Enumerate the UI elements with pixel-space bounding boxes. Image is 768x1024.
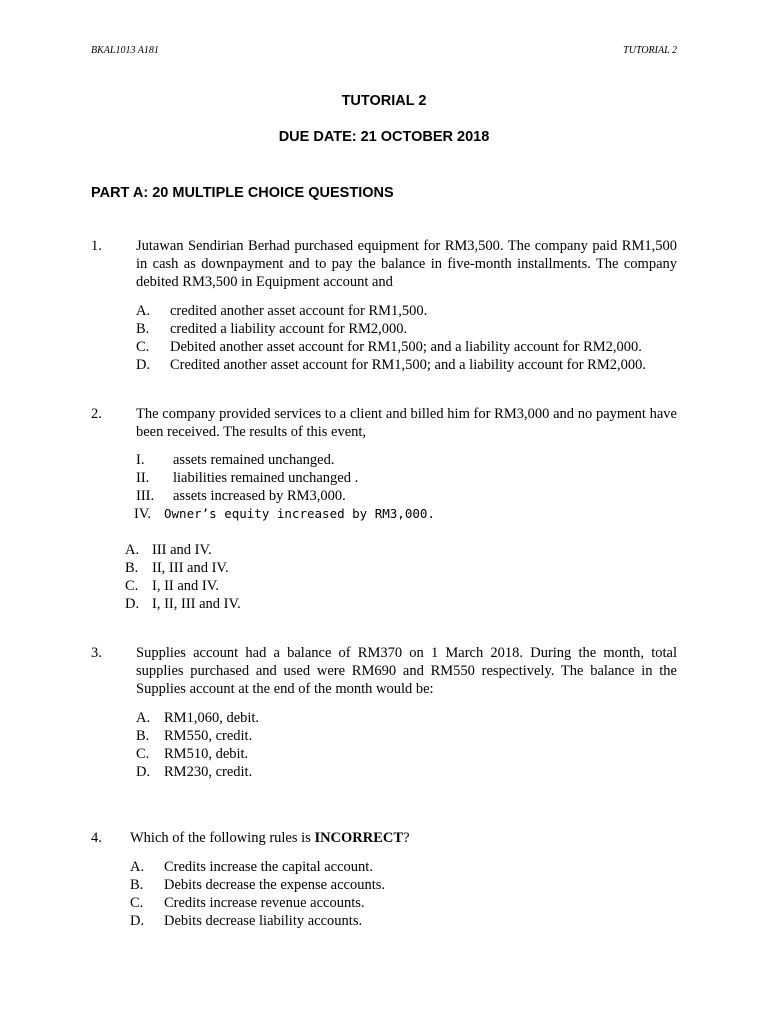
statement-numeral: IV. [134,506,152,522]
question-2-options [125,541,241,613]
question-number: 3. [91,645,102,661]
option-b [136,727,259,745]
option-text: II, III and IV. [152,560,229,576]
emphasis-incorrect: INCORRECT [314,830,404,846]
question-4-options [130,858,385,930]
question-text [130,829,677,847]
option-letter: C. [136,339,150,355]
option-c [125,577,241,595]
question-number: 2. [91,406,102,422]
statement-text: assets increased by RM3,000. [173,488,346,504]
option-text: credited another asset account for RM1,500. [170,303,428,319]
option-text: RM510, debit. [164,746,249,762]
statement-iv [133,505,435,523]
question-3 [91,644,677,698]
option-text: III and IV. [152,542,212,558]
statement-ii [133,469,435,487]
option-d [136,356,646,374]
option-letter: B. [125,560,139,576]
option-letter: C. [136,746,150,762]
option-text: RM550, credit. [164,728,253,744]
running-header-course-code: BKAL1013 A181 [91,45,159,56]
statement-text: Owner’s equity increased by RM3,000. [164,506,435,521]
question-1-options [136,302,646,374]
question-3-options [136,709,259,781]
option-a [136,302,646,320]
question-text: The company provided services to a client and billed him for RM3,000 and no payment have been received. The results of this event, [136,406,677,440]
option-letter: B. [136,728,150,744]
option-d [130,912,385,930]
statement-numeral: II. [136,470,150,486]
statement-i [133,451,435,469]
statement-text: liabilities remained unchanged . [173,470,359,486]
question-number: 4. [91,830,102,846]
option-letter: A. [125,542,140,558]
option-letter: B. [136,321,150,337]
statement-numeral: III. [136,488,155,504]
option-text: Debits decrease liability accounts. [164,913,363,929]
option-text: I, II, III and IV. [152,596,241,612]
option-text: Debited another asset account for RM1,500; and a liability account for RM2,000. [170,339,642,355]
option-d [125,595,241,613]
option-text: Credited another asset account for RM1,500; and a liability account for RM2,000. [170,357,646,373]
question-4 [91,829,677,847]
option-letter: D. [130,913,145,929]
question-2-statements [133,451,435,523]
option-d [136,763,259,781]
option-letter: A. [130,859,145,875]
question-text: Supplies account had a balance of RM370 on 1 March 2018. During the month, total supplies purchased and used were RM690 and RM550 respectively. The balance in the Supplies account at the end of the month would be: [136,645,677,697]
option-c [136,745,259,763]
option-letter: D. [125,596,140,612]
question-text: Jutawan Sendirian Berhad purchased equipment for RM3,500. The company paid RM1,500 in cash as downpayment and to pay the balance in five-month installments. The company debited RM3,500 in Equipment account and [136,238,677,290]
option-letter: D. [136,764,151,780]
option-letter: A. [136,710,151,726]
section-heading-part-a: PART A: 20 MULTIPLE CHOICE QUESTIONS [91,185,394,201]
option-letter: A. [136,303,151,319]
option-letter: C. [125,578,139,594]
option-a [130,858,385,876]
option-c [130,894,385,912]
question-text-start: Which of the following rules is [130,830,315,846]
option-c [136,338,646,356]
option-text: Credits increase the capital account. [164,859,373,875]
question-1 [91,237,677,291]
option-text: I, II and IV. [152,578,219,594]
option-text: RM1,060, debit. [164,710,260,726]
option-text: RM230, credit. [164,764,253,780]
option-text: Debits decrease the expense accounts. [164,877,386,893]
question-text-end: ? [403,830,410,846]
option-letter: C. [130,895,144,911]
option-b [125,559,241,577]
option-b [130,876,385,894]
option-letter: B. [130,877,144,893]
question-number: 1. [91,238,102,254]
option-a [125,541,241,559]
statement-numeral: I. [136,452,145,468]
option-a [136,709,259,727]
due-date: DUE DATE: 21 OCTOBER 2018 [278,129,490,145]
option-text: credited a liability account for RM2,000. [170,321,408,337]
question-2 [91,405,677,441]
option-text: Credits increase revenue accounts. [164,895,365,911]
page-title: TUTORIAL 2 [341,93,427,109]
running-header-tutorial: TUTORIAL 2 [623,45,677,56]
statement-text: assets remained unchanged. [173,452,335,468]
statement-iii [133,487,435,505]
option-b [136,320,646,338]
option-letter: D. [136,357,151,373]
